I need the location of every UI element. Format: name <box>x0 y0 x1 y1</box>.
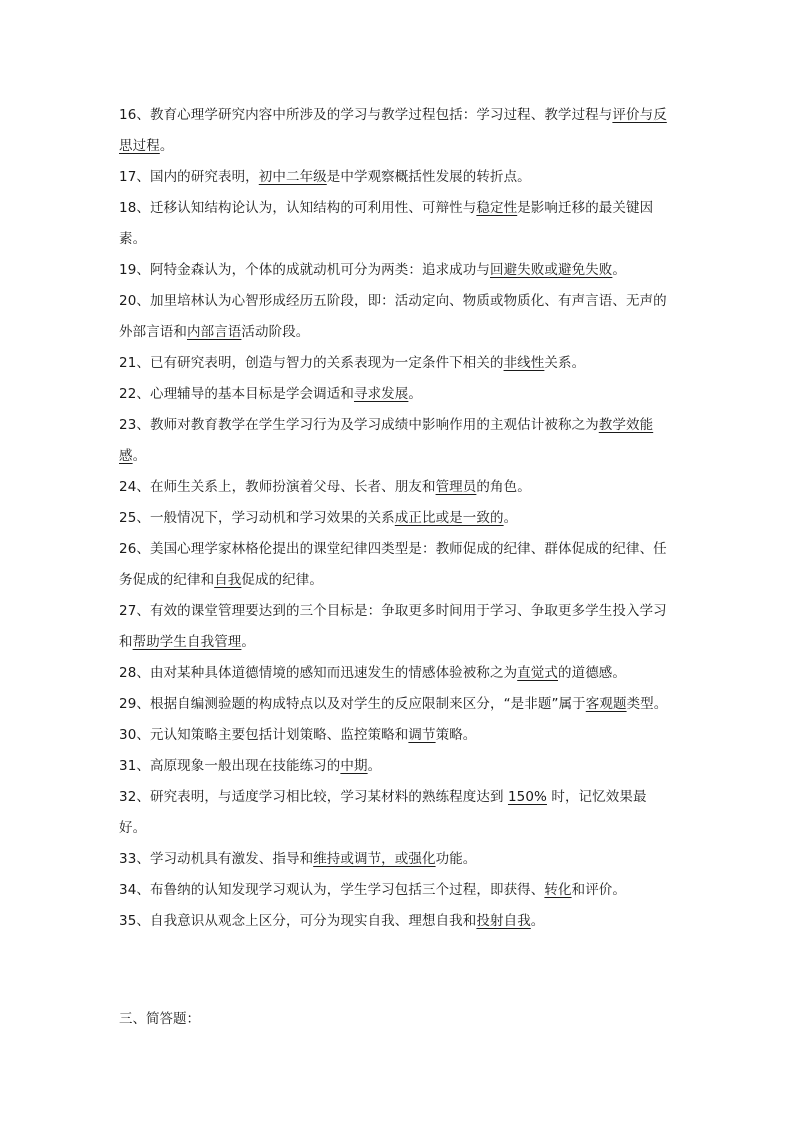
question-text: 28、由对某种具体道德情境的感知而迅速发生的情感体验被称之为 <box>119 665 518 681</box>
question-28 <box>119 658 671 689</box>
question-29 <box>119 689 671 720</box>
question-text: 18、迁移认知结构论认为，认知结构的可利用性、可辩性与 <box>119 200 477 216</box>
question-text: 24、在师生关系上，教师扮演着父母、长者、朋友和 <box>119 479 436 495</box>
question-25 <box>119 503 671 534</box>
question-text-end: 关系。 <box>544 355 586 371</box>
answer-blank: 帮助学生自我管理 <box>132 634 242 650</box>
answer-blank: 转化 <box>544 882 572 898</box>
question-18 <box>119 193 671 255</box>
question-text-end: 。 <box>503 510 518 526</box>
question-text: 33、学习动机具有激发、指导和 <box>119 851 314 867</box>
section-heading: 三、简答题： <box>119 1011 200 1027</box>
question-text-end: 的道德感。 <box>558 665 626 681</box>
question-text: 29、根据自编测验题的构成特点以及对学生的反应限制来区分，“是非题”属于 <box>119 696 586 712</box>
question-27 <box>119 596 671 658</box>
question-33 <box>119 844 671 875</box>
question-text-end: 类型。 <box>626 696 668 712</box>
question-text-end: 。 <box>367 758 382 774</box>
question-text: 34、布鲁纳的认知发现学习观认为，学生学习包括三个过程，即获得、 <box>119 882 545 898</box>
answer-blank: 调节 <box>408 727 436 743</box>
answer-blank: 回避失败或避免失败 <box>489 262 613 278</box>
answer-blank: 投射自我 <box>476 913 531 929</box>
question-text: 32、研究表明，与适度学习相比较，学习某材料的熟练程度达到 <box>119 789 508 805</box>
answer-blank: 初中二年级 <box>258 169 327 185</box>
question-text-end: 策略。 <box>435 727 477 743</box>
question-23 <box>119 410 671 472</box>
question-text-end: 的角色。 <box>476 479 531 495</box>
question-text: 35、自我意识从观念上区分，可分为现实自我、理想自我和 <box>119 913 477 929</box>
answer-blank: 维持或调节，或强化 <box>313 851 436 867</box>
question-text-end: 时，记忆效果最好。 <box>119 789 647 836</box>
question-30 <box>119 720 671 751</box>
question-text-end: 。 <box>132 448 147 464</box>
question-text-end: 和评价。 <box>571 882 626 898</box>
question-22 <box>119 379 671 410</box>
fill-in-blank-list <box>119 100 671 937</box>
question-35 <box>119 906 671 937</box>
answer-blank: 评价与反思过程 <box>119 107 667 154</box>
question-31 <box>119 751 671 782</box>
question-text: 17、国内的研究表明， <box>119 169 259 185</box>
answer-blank: 中期 <box>340 758 368 774</box>
question-text: 31、高原现象一般出现在技能练习的 <box>119 758 341 774</box>
answer-blank: 稳定性 <box>476 200 518 216</box>
question-32 <box>119 782 671 844</box>
question-19 <box>119 255 671 286</box>
question-text-end: 。 <box>159 138 174 154</box>
question-20 <box>119 286 671 348</box>
answer-blank: 客观题 <box>585 696 627 712</box>
question-21 <box>119 348 671 379</box>
question-text: 20、加里培林认为心智形成经历五阶段，即：活动定向、物质或物质化、有声言语、无声的外部言语和 <box>119 293 667 340</box>
question-26 <box>119 534 671 596</box>
question-text-end: 。 <box>408 386 422 402</box>
question-text: 19、阿特金森认为，个体的成就动机可分为两类：追求成功与 <box>119 262 490 278</box>
answer-blank: 自我 <box>214 572 242 588</box>
answer-blank: 内部言语 <box>187 324 242 340</box>
answer-blank: 150% <box>507 789 547 805</box>
question-text-end: 。 <box>241 634 256 650</box>
question-text: 27、有效的课堂管理要达到的三个目标是：争取更多时间用于学习、争取更多学生投入学习和 <box>119 603 667 650</box>
question-text-end: 是影响迁移的最关键因素。 <box>119 200 654 247</box>
question-17 <box>119 162 671 193</box>
question-34 <box>119 875 671 906</box>
question-text: 30、元认知策略主要包括计划策略、监控策略和 <box>119 727 409 743</box>
answer-blank: 直觉式 <box>517 665 558 681</box>
question-text: 22、心理辅导的基本目标是学会调适和 <box>119 386 354 402</box>
answer-blank: 非线性 <box>503 355 545 371</box>
question-text-end: 是中学观察概括性发展的转折点。 <box>326 169 531 185</box>
question-text-end: 。 <box>530 913 545 929</box>
question-text-end: 促成的纪律。 <box>241 572 324 588</box>
question-text-end: 功能。 <box>435 851 477 867</box>
answer-blank: 教学效能感 <box>119 417 654 464</box>
question-text: 21、已有研究表明，创造与智力的关系表现为一定条件下相关的 <box>119 355 504 371</box>
question-24 <box>119 472 671 503</box>
question-16 <box>119 100 671 162</box>
question-text: 26、美国心理学家林格伦提出的课堂纪律四类型是：教师促成的纪律、群体促成的纪律、任务促成的纪律和 <box>119 541 667 588</box>
question-text-end: 。 <box>612 262 626 278</box>
answer-blank: 管理员 <box>435 479 477 495</box>
answer-blank: 成正比或是一致的 <box>394 510 504 526</box>
question-text: 16、教育心理学研究内容中所涉及的学习与教学过程包括：学习过程、教学过程与 <box>119 107 613 123</box>
question-text-end: 活动阶段。 <box>241 324 310 340</box>
question-text: 25、一般情况下，学习动机和学习效果的关系 <box>119 510 395 526</box>
answer-blank: 寻求发展 <box>353 386 409 402</box>
question-text: 23、教师对教育教学在学生学习行为及学习成绩中影响作用的主观估计被称之为 <box>119 417 599 433</box>
